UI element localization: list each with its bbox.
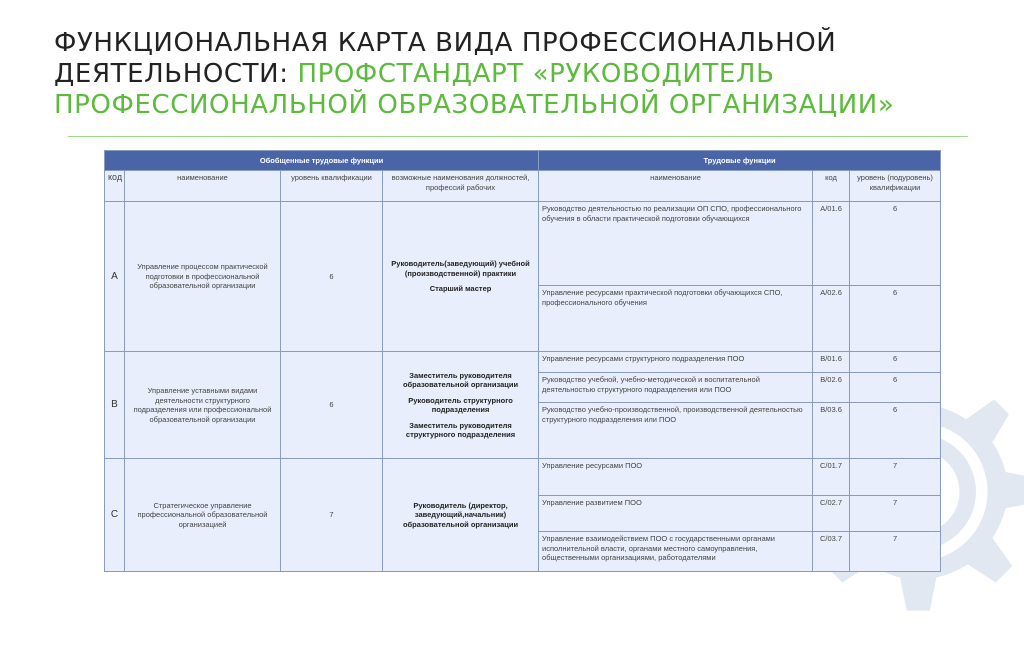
- gtf-positions: [383, 352, 539, 459]
- gtf-code: C: [105, 459, 125, 572]
- title-accent: ПРОФСТАНДАРТ «РУКОВОДИТЕЛЬ ПРОФЕССИОНАЛЬНОЙ ОБРАЗОВАТЕЛЬНОЙ ОРГАНИЗАЦИИ»: [54, 59, 895, 120]
- gtf-positions: [383, 202, 539, 352]
- tf-code: B/01.6: [813, 352, 850, 373]
- gtf-code: A: [105, 202, 125, 352]
- col-header-level: уровень квалификации: [281, 171, 383, 202]
- tf-level: 7: [850, 532, 941, 572]
- position-text: Руководитель (директор, заведующий,начальник) образовательной организации: [402, 500, 519, 529]
- title-divider: [68, 136, 968, 137]
- tf-name: Управление развитием ПОО: [539, 496, 813, 532]
- title-main: ФУНКЦИОНАЛЬНАЯ КАРТА ВИДА ПРОФЕССИОНАЛЬНОЙ ДЕЯТЕЛЬНОСТИ:: [54, 28, 837, 89]
- gtf-level: 6: [281, 202, 383, 352]
- tf-name: Руководство учебно-производственной, производственной деятельностью структурного подразделения или ПОО: [539, 403, 813, 459]
- position-text: Заместитель руководителя структурного подразделения: [405, 420, 516, 439]
- col-header-name: наименование: [125, 171, 281, 202]
- gtf-positions: [383, 459, 539, 572]
- tf-code: A/02.6: [813, 286, 850, 352]
- tf-name: Управление ресурсами практической подготовки обучающихся СПО, профессионального обучения: [539, 286, 813, 352]
- gtf-name: Управление процессом практической подготовки в профессиональной образовательной организации: [125, 202, 281, 352]
- gtf-name: Стратегическое управление профессиональной образовательной организацией: [125, 459, 281, 572]
- page-title: [54, 28, 994, 121]
- tf-level: 6: [850, 202, 941, 286]
- col-header-code: код: [105, 171, 125, 202]
- header-labor-functions: Трудовые функции: [539, 151, 941, 171]
- tf-code: C/02.7: [813, 496, 850, 532]
- col-header-positions: возможные наименования должностей, профессий рабочих: [383, 171, 539, 202]
- tf-name: Управление взаимодействием ПОО с государственными органами исполнительной власти, органами местного самоуправления, общественными организациями, работодателями: [539, 532, 813, 572]
- table-row: [105, 352, 941, 373]
- tf-level: 6: [850, 286, 941, 352]
- functional-map-table: [104, 150, 941, 572]
- position-text: Руководитель структурного подразделения: [408, 395, 513, 414]
- tf-name: Управление ресурсами ПОО: [539, 459, 813, 496]
- position-text: Руководитель(заведующий) учебной (производственной) практики: [391, 259, 530, 278]
- tf-name: Руководство деятельностью по реализации ОП СПО, профессионального обучения в области практической подготовки обучающихся: [539, 202, 813, 286]
- tf-name: Руководство учебной, учебно-методической и воспитательной деятельностью структурного подразделения или ПОО: [539, 373, 813, 403]
- tf-name: Управление ресурсами структурного подразделения ПОО: [539, 352, 813, 373]
- header-generalized-functions: Обобщенные трудовые функции: [105, 151, 539, 171]
- tf-code: C/03.7: [813, 532, 850, 572]
- tf-code: B/03.6: [813, 403, 850, 459]
- col-header-fn-name: наименование: [539, 171, 813, 202]
- gtf-code: B: [105, 352, 125, 459]
- table-row: [105, 459, 941, 496]
- tf-code: B/02.6: [813, 373, 850, 403]
- table-row: [105, 202, 941, 286]
- tf-level: 7: [850, 496, 941, 532]
- tf-code: C/01.7: [813, 459, 850, 496]
- position-text: Старший мастер: [429, 284, 492, 294]
- position-text: Заместитель руководителя образовательной организации: [402, 370, 519, 389]
- col-header-fn-level: уровень (подуровень) квалификации: [850, 171, 941, 202]
- tf-level: 6: [850, 403, 941, 459]
- tf-level: 6: [850, 373, 941, 403]
- tf-level: 7: [850, 459, 941, 496]
- tf-code: A/01.6: [813, 202, 850, 286]
- col-header-fn-code: код: [813, 171, 850, 202]
- gtf-level: 6: [281, 352, 383, 459]
- tf-level: 6: [850, 352, 941, 373]
- gtf-level: 7: [281, 459, 383, 572]
- gtf-name: Управление уставными видами деятельности структурного подразделения или профессиональной образовательной организации: [125, 352, 281, 459]
